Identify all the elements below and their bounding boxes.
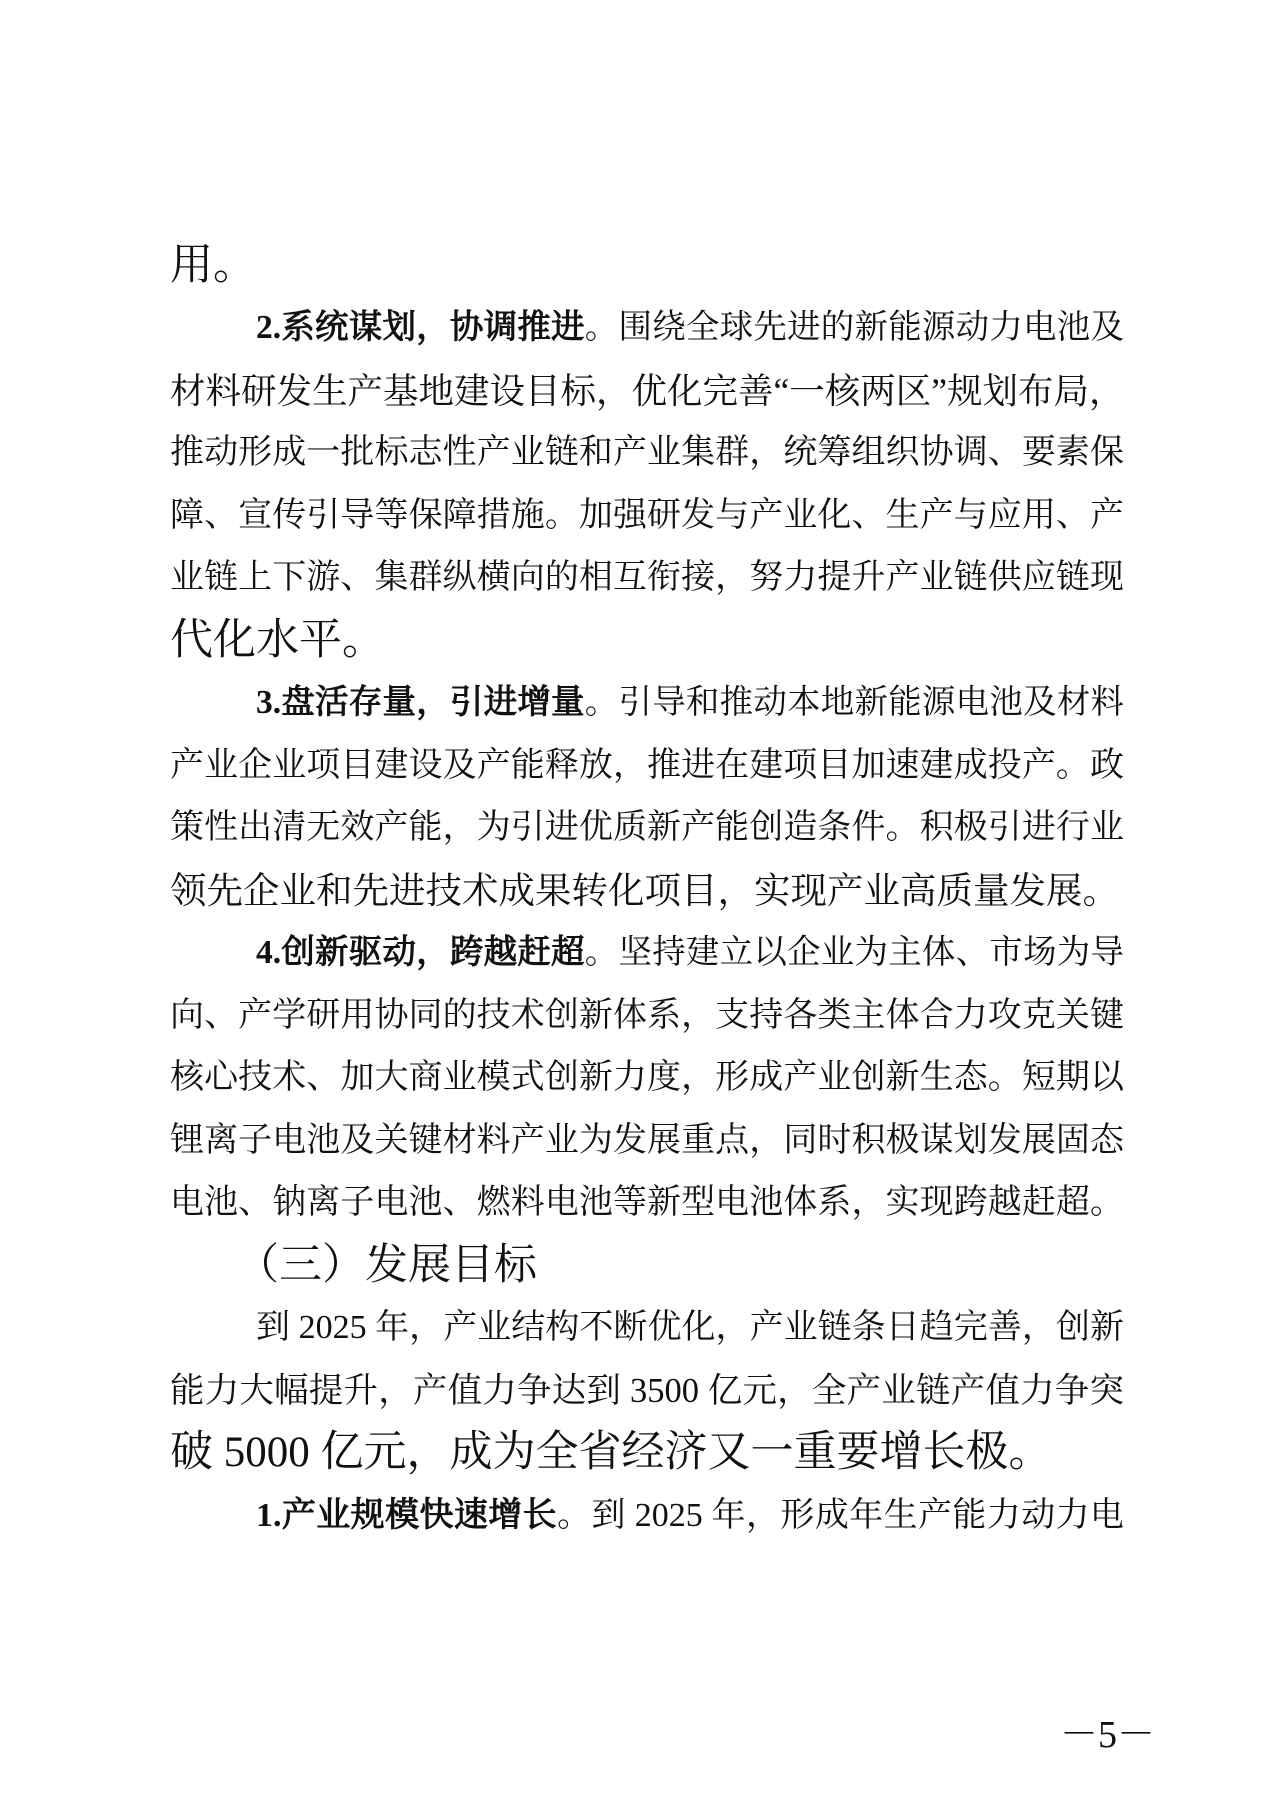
- page-number: －5－: [1060, 1714, 1156, 1756]
- text-line: 能力大幅提升，产值力争达到 3500 亿元，全产业链产值力争突: [170, 1372, 1124, 1410]
- text-line: 业链上下游、集群纵横向的相互衔接，努力提升产业链供应链现: [170, 559, 1124, 596]
- text-span: 。引导和推动本地新能源电池及材料: [584, 684, 1125, 721]
- text-span: 。到 2025 年，形成年生产能力动力电: [557, 1497, 1124, 1534]
- text-line: 核心技术、加大商业模式创新力度，形成产业创新生态。短期以: [170, 1059, 1124, 1096]
- text-line: 材料研发生产基地建设目标，优化完善“一核两区”规划布局，: [170, 371, 1125, 411]
- text-line: 障、宣传引导等保障措施。加强研发与产业化、生产与应用、产: [170, 497, 1124, 534]
- text-line: 策性出清无效产能，为引进优质新产能创造条件。积极引进行业: [170, 809, 1124, 846]
- text-line: [256, 297, 1124, 359]
- text-span: 。围绕全球先进的新能源动力电池及: [584, 309, 1125, 346]
- text-span: 。坚持建立以企业为主体、市场为导: [584, 934, 1125, 971]
- text-line: 产业企业项目建设及产能释放，推进在建项目加速建成投产。政: [170, 747, 1124, 784]
- text-line: 电池、钠离子电池、燃料电池等新型电池体系，实现跨越赶超。: [170, 1184, 1124, 1221]
- bold-heading: 3.盘活存量，引进增量: [256, 684, 585, 721]
- bold-heading: 4.创新驱动，跨越赶超: [256, 934, 585, 971]
- text-line: 向、产学研用协同的技术创新体系，支持各类主体合力攻克关键: [170, 997, 1124, 1034]
- bold-heading: 2.系统谋划，协调推进: [256, 309, 585, 346]
- text-line: [256, 1485, 1124, 1547]
- text-line: 推动形成一批标志性产业链和产业集群，统筹组织协调、要素保: [170, 434, 1124, 471]
- section-heading: （三）发展目标: [236, 1242, 537, 1289]
- text-line: 领先企业和先进技术成果转化项目，实现产业高质量发展。: [170, 870, 1119, 911]
- text-line: 破 5000 亿元，成为全省经济又一重要增长极。: [170, 1429, 1052, 1476]
- text-line: 锂离子电池及关键材料产业为发展重点，同时积极谋划发展固态: [170, 1122, 1124, 1159]
- bold-heading: 1.产业规模快速增长: [256, 1497, 558, 1534]
- text-line: 用。: [170, 242, 256, 289]
- text-line: 代化水平。: [170, 617, 385, 664]
- text-line: [256, 922, 1124, 984]
- text-line: [256, 672, 1124, 734]
- text-line: 到 2025 年，产业结构不断优化，产业链条日趋完善，创新: [256, 1309, 1124, 1346]
